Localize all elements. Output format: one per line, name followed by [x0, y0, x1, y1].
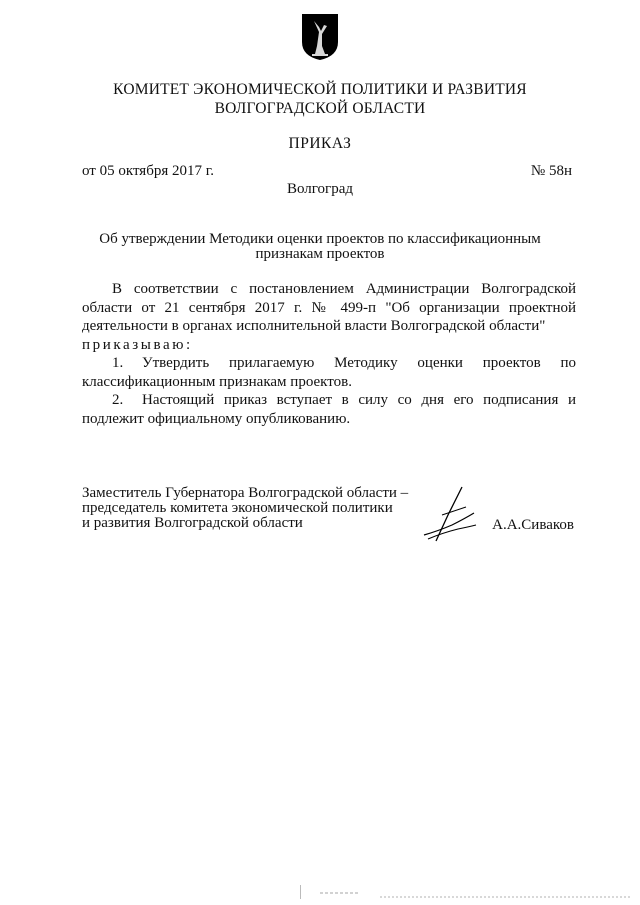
organization-name [0, 80, 640, 118]
order-item-2 [82, 391, 576, 428]
handwritten-signature-icon [418, 485, 480, 545]
document-body [82, 280, 576, 428]
subject-line2: признакам проектов [255, 246, 385, 262]
order-item-text: Утвердить прилагаемую Методику оценки проектов по классификационным признакам проектов. [82, 355, 576, 390]
document-number: № 58н [530, 163, 572, 179]
document-city: Волгоград [286, 181, 353, 197]
signatory-position-line3: и развития Волгоградской области [82, 515, 303, 531]
order-item-number: 2. [112, 392, 124, 408]
document-date: от 05 октября 2017 г. [82, 163, 214, 179]
coat-of-arms-icon [300, 12, 340, 62]
order-item-number: 1. [112, 355, 124, 371]
signatory-position-line2: председатель комитета экономической политики [82, 500, 393, 516]
organization-name-line2: ВОЛГОГРАДСКОЙ ОБЛАСТИ [214, 100, 426, 117]
preamble-paragraph: В соответствии с постановлением Администрации Волгоградской области от 21 сентября 2017 г. № 499-п "Об организации проектной деятельности в органах исполнительной власти Волгоградской области" [82, 281, 576, 334]
document-type-title: ПРИКАЗ [288, 135, 352, 152]
signatory-position [82, 486, 408, 531]
document-subject [80, 232, 560, 262]
order-item-1 [82, 354, 576, 391]
order-word: приказываю: [82, 336, 193, 353]
signatory-position-line1: Заместитель Губернатора Волгоградской области – [82, 485, 409, 501]
order-item-text: Настоящий приказ вступает в силу со дня его подписания и подлежит официальному опубликованию. [82, 392, 576, 427]
subject-line1: Об утверждении Методики оценки проектов по классификационным [99, 231, 541, 247]
organization-name-line1: КОМИТЕТ ЭКОНОМИЧЕСКОЙ ПОЛИТИКИ И РАЗВИТИЯ [113, 81, 527, 98]
signatory-name: А.А.Сиваков [492, 517, 574, 533]
scan-artifact-marks [300, 885, 630, 899]
